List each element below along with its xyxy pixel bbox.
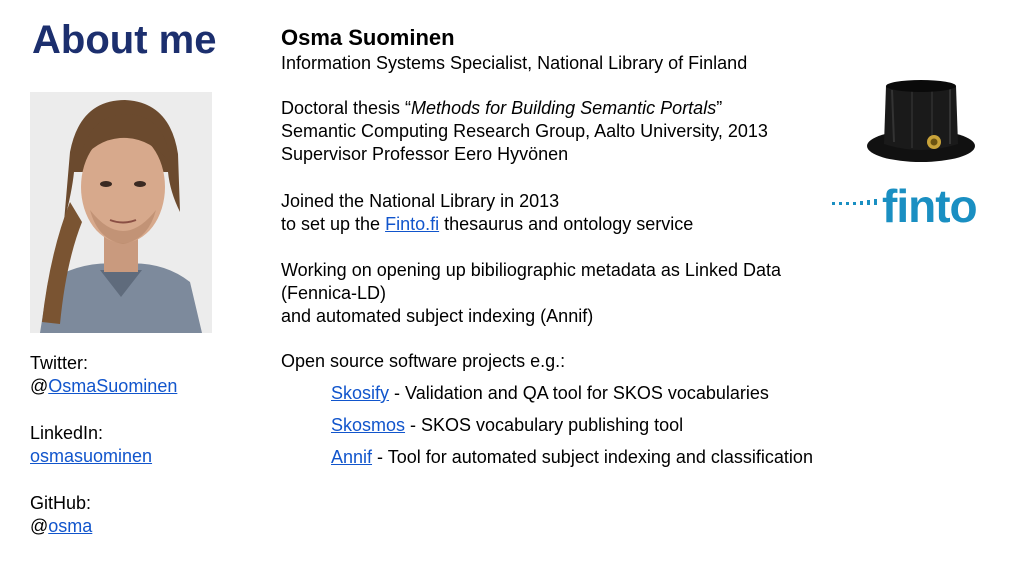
working-line-1: Working on opening up bibiliographic metadata as Linked Data (Fennica-LD) [281, 260, 781, 303]
skosify-link[interactable]: Skosify [331, 383, 390, 403]
project-desc: - Validation and QA tool for SKOS vocabularies [389, 383, 769, 403]
joined-block [281, 190, 841, 236]
twitter-link[interactable]: OsmaSuominen [48, 376, 178, 396]
project-desc: - SKOS vocabulary publishing tool [405, 415, 684, 435]
finto-dots-icon [832, 199, 877, 205]
contact-list [30, 352, 260, 562]
twitter-handle-line [30, 375, 260, 398]
working-line-2: and automated subject indexing (Annif) [281, 306, 594, 326]
github-label: GitHub: [30, 493, 92, 513]
setup-suffix: thesaurus and ontology service [439, 214, 694, 234]
thesis-title: Methods for Building Semantic Portals [411, 98, 717, 118]
project-item [281, 382, 841, 405]
bio-section [281, 24, 841, 469]
project-item [281, 414, 841, 437]
twitter-prefix: @ [30, 376, 49, 396]
thesis-line [281, 97, 841, 120]
github-prefix: @ [30, 516, 49, 536]
joined-text: Joined the National Library in 2013 [281, 191, 560, 211]
portrait-photo [30, 92, 212, 333]
setup-prefix: to set up the [281, 214, 386, 234]
doctoral-hat-icon [862, 76, 980, 168]
project-desc: - Tool for automated subject indexing and classification [372, 447, 813, 467]
working-block [281, 259, 841, 328]
finto-logo [830, 176, 980, 228]
thesis-block [281, 97, 841, 166]
linkedin-link[interactable]: osmasuominen [30, 446, 153, 466]
setup-line [281, 213, 841, 236]
github-contact [30, 492, 260, 538]
supervisor-text: Supervisor Professor Eero Hyvönen [281, 144, 569, 164]
projects-heading: Open source software projects e.g.: [281, 351, 566, 371]
linkedin-contact [30, 422, 260, 468]
slide-title: About me [32, 18, 217, 62]
person-name: Osma Suominen [281, 25, 455, 50]
twitter-label: Twitter: [30, 353, 89, 373]
project-item [281, 446, 841, 469]
linkedin-label: LinkedIn: [30, 423, 104, 443]
twitter-contact [30, 352, 260, 398]
position-text: Information Systems Specialist, National Library of Finland [281, 53, 748, 73]
projects-block [281, 350, 841, 469]
skosmos-link[interactable]: Skosmos [331, 415, 406, 435]
finto-link[interactable]: Finto.fi [385, 214, 440, 234]
thesis-suffix: ” [716, 98, 723, 118]
finto-logo-text: finto [882, 180, 977, 228]
github-handle-line [30, 515, 260, 538]
thesis-prefix: Doctoral thesis “ [281, 98, 412, 118]
annif-link[interactable]: Annif [331, 447, 373, 467]
thesis-group: Semantic Computing Research Group, Aalto University, 2013 [281, 121, 768, 141]
github-link[interactable]: osma [48, 516, 93, 536]
